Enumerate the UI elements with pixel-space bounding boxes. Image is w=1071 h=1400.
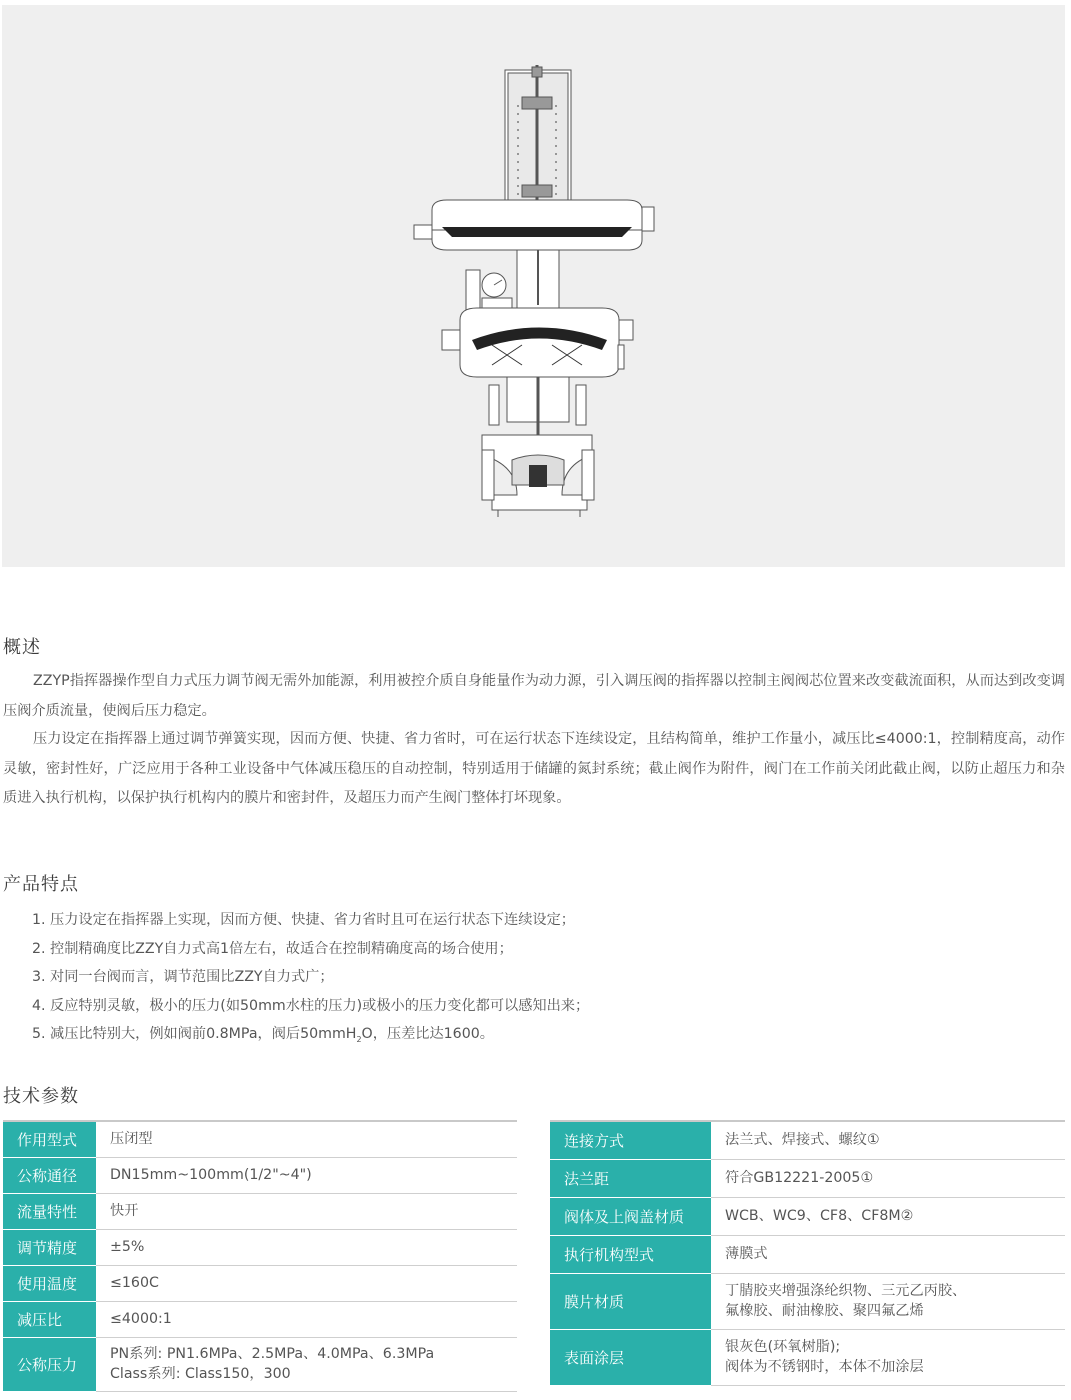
table-row xyxy=(550,1121,1065,1159)
specs-heading: 技术参数 xyxy=(3,1086,79,1107)
feature-item-5-text-b: O，压差比达1600。 xyxy=(361,1026,494,1042)
spec-value: ≤4000:1 xyxy=(96,1301,517,1337)
spec-key: 膜片材质 xyxy=(550,1273,711,1329)
spec-key: 法兰距 xyxy=(550,1159,711,1197)
spec-key: 作用型式 xyxy=(3,1121,96,1157)
spec-key: 调节精度 xyxy=(3,1229,96,1265)
product-drawing xyxy=(2,5,1065,567)
table-row xyxy=(550,1235,1065,1273)
table-row xyxy=(3,1193,517,1229)
overview-heading: 概述 xyxy=(3,637,41,658)
spec-value: ±5% xyxy=(96,1229,517,1265)
spec-key: 公称压力 xyxy=(3,1337,96,1391)
features-heading: 产品特点 xyxy=(3,874,79,895)
spec-value: 薄膜式 xyxy=(711,1235,1065,1273)
spec-value: 快开 xyxy=(96,1193,517,1229)
spec-value: DN15mm~100mm(1/2"~4") xyxy=(96,1157,517,1193)
overview-paragraph-1: ZZYP指挥器操作型自力式压力调节阀无需外加能源，利用被控介质自身能量作为动力源，引入调压阀的指挥器以控制主阀阀芯位置来改变截流面积，从而达到改变调压阀介质流量，使阀后压力稳定。 xyxy=(3,673,1065,719)
spec-value: 符合GB12221-2005① xyxy=(711,1159,1065,1197)
feature-item-2: 2. 控制精确度比ZZY自力式高1倍左右，故适合在控制精确度高的场合使用； xyxy=(32,940,513,957)
spec-key: 阀体及上阀盖材质 xyxy=(550,1197,711,1235)
table-row xyxy=(3,1229,517,1265)
table-row xyxy=(3,1265,517,1301)
feature-item-1: 1. 压力设定在指挥器上实现，因而方便、快捷、省力省时且可在运行状态下连续设定； xyxy=(32,912,575,928)
table-row xyxy=(3,1301,517,1337)
valve-drawing xyxy=(2,5,1065,567)
spec-value xyxy=(711,1273,1065,1329)
spec-value-line-1: 银灰色(环氧树脂); xyxy=(725,1339,841,1355)
table-row xyxy=(550,1159,1065,1197)
spec-value: 法兰式、焊接式、螺纹① xyxy=(711,1121,1065,1159)
spec-value-line-1: 丁腈胶夹增强涤纶织物、三元乙丙胶、 xyxy=(725,1283,967,1299)
spec-key: 流量特性 xyxy=(3,1193,96,1229)
spec-value-line-2: 氟橡胶、耐油橡胶、聚四氟乙烯 xyxy=(725,1303,924,1319)
spec-value-line-2: Class系列: Class150，300 xyxy=(110,1366,291,1382)
table-row xyxy=(550,1197,1065,1235)
spec-key: 公称通径 xyxy=(3,1157,96,1193)
feature-item-4: 4. 反应特别灵敏，极小的压力(如50mm水柱的压力)或极小的压力变化都可以感知出来； xyxy=(32,997,590,1014)
spec-value: WCB、WC9、CF8、CF8M② xyxy=(711,1197,1065,1235)
specs-table-left xyxy=(3,1120,517,1392)
spec-value xyxy=(711,1329,1065,1385)
spec-key: 减压比 xyxy=(3,1301,96,1337)
spec-value-line-1: PN系列: PN1.6MPa、2.5MPa、4.0MPa、6.3MPa xyxy=(110,1346,435,1362)
table-row xyxy=(3,1121,517,1157)
specs-table-right xyxy=(550,1120,1065,1386)
spec-key: 表面涂层 xyxy=(550,1329,711,1385)
features-list xyxy=(32,906,589,1049)
feature-item-5 xyxy=(32,1020,589,1049)
spec-key: 使用温度 xyxy=(3,1265,96,1301)
table-row xyxy=(3,1337,517,1391)
spec-value: ≤160C xyxy=(96,1265,517,1301)
table-row xyxy=(550,1273,1065,1329)
overview-paragraph-2: 压力设定在指挥器上通过调节弹簧实现，因而方便、快捷、省力省时，可在运行状态下连续设定，且结构简单，维护工作量小，减压比≤4000:1，控制精度高，动作灵敏，密封性好，广泛应用于各种工业设备中气体减压稳压的自动控制，特别适用于储罐的氮封系统；截止阀作为附件，阀门在工作前关闭此截止阀，以防止超压力和杂质进入执行机构，以保护执行机构内的膜片和密封件，及超压力而产生阀门整体打坏现象。 xyxy=(3,731,1065,806)
spec-key: 连接方式 xyxy=(550,1121,711,1159)
feature-item-3: 3. 对同一台阀而言，调节范围比ZZY自力式广； xyxy=(32,969,334,985)
spec-value xyxy=(96,1337,517,1391)
spec-key: 执行机构型式 xyxy=(550,1235,711,1273)
feature-item-5-subscript: 2 xyxy=(356,1034,362,1044)
table-row xyxy=(3,1157,517,1193)
feature-item-5-text-a: 5. 减压比特别大，例如阀前0.8MPa，阀后50mmH xyxy=(32,1026,357,1042)
spec-value-line-2: 阀体为不锈钢时，本体不加涂层 xyxy=(725,1359,924,1375)
spec-value: 压闭型 xyxy=(96,1121,517,1157)
table-row xyxy=(550,1329,1065,1385)
